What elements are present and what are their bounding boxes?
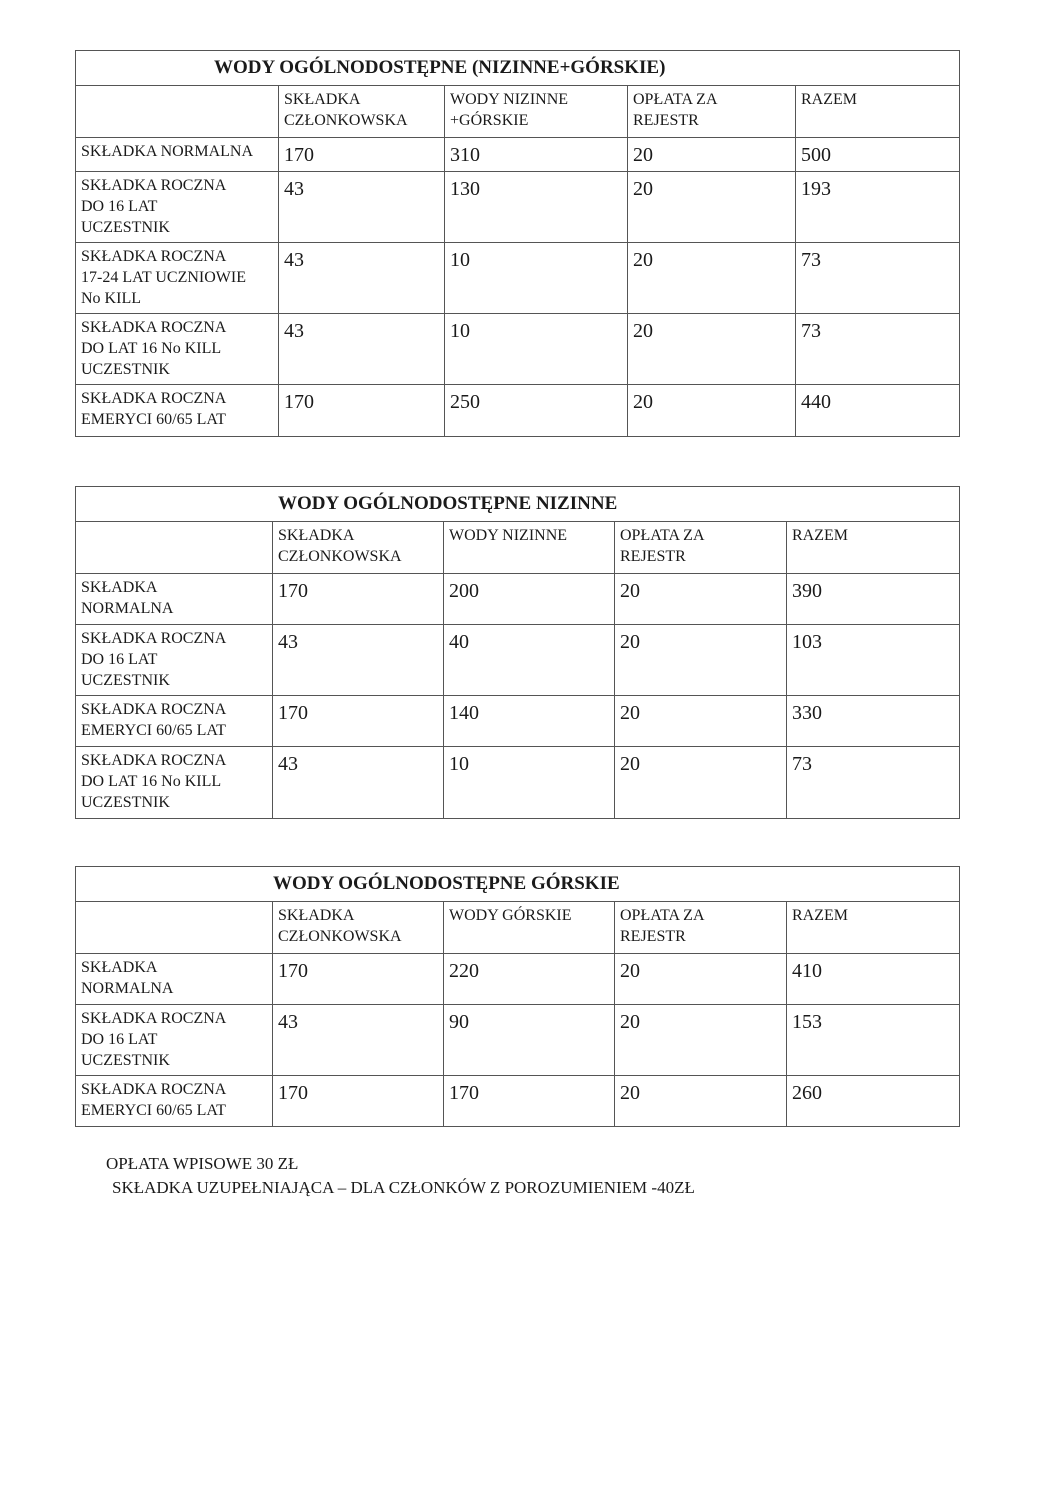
header-waters: WODY NIZINNE xyxy=(444,522,615,574)
cell-waters-fee: 250 xyxy=(445,385,628,437)
table-row xyxy=(76,138,960,172)
cell-waters-fee: 140 xyxy=(444,696,615,747)
row-label: SKŁADKA ROCZNA EMERYCI 60/65 LAT xyxy=(76,385,279,437)
table-row xyxy=(76,574,960,625)
header-membership-fee: SKŁADKA CZŁONKOWSKA xyxy=(273,522,444,574)
row-label: SKŁADKA NORMALNA xyxy=(76,954,273,1005)
cell-registry-fee: 20 xyxy=(615,1005,787,1076)
cell-registry-fee: 20 xyxy=(615,747,787,819)
cell-waters-fee: 310 xyxy=(445,138,628,172)
cell-membership-fee: 170 xyxy=(279,385,445,437)
cell-total: 73 xyxy=(796,243,960,314)
cell-total: 73 xyxy=(796,314,960,385)
row-label: SKŁADKA ROCZNA DO 16 LAT UCZESTNIK xyxy=(76,625,273,696)
header-total: RAZEM xyxy=(787,522,960,574)
cell-waters-fee: 10 xyxy=(444,747,615,819)
cell-total: 410 xyxy=(787,954,960,1005)
header-empty xyxy=(76,522,273,574)
cell-membership-fee: 43 xyxy=(279,314,445,385)
header-registry-fee: OPŁATA ZA REJESTR xyxy=(628,86,796,138)
header-empty xyxy=(76,86,279,138)
table-title: WODY OGÓLNODOSTĘPNE GÓRSKIE xyxy=(273,873,620,894)
header-total: RAZEM xyxy=(796,86,960,138)
cell-total: 103 xyxy=(787,625,960,696)
table-title-cell xyxy=(76,51,960,86)
fee-table-mountain xyxy=(75,866,960,1127)
cell-waters-fee: 10 xyxy=(445,243,628,314)
cell-total: 440 xyxy=(796,385,960,437)
row-label: SKŁADKA ROCZNA DO 16 LAT UCZESTNIK xyxy=(76,172,279,243)
cell-waters-fee: 90 xyxy=(444,1005,615,1076)
cell-waters-fee: 130 xyxy=(445,172,628,243)
cell-registry-fee: 20 xyxy=(615,696,787,747)
table-row xyxy=(76,172,960,243)
cell-total: 73 xyxy=(787,747,960,819)
cell-waters-fee: 170 xyxy=(444,1076,615,1127)
cell-waters-fee: 200 xyxy=(444,574,615,625)
row-label: SKŁADKA ROCZNA 17-24 LAT UCZNIOWIE No KILL xyxy=(76,243,279,314)
cell-total: 193 xyxy=(796,172,960,243)
table-row xyxy=(76,314,960,385)
header-waters: WODY GÓRSKIE xyxy=(444,902,615,954)
cell-waters-fee: 40 xyxy=(444,625,615,696)
header-total: RAZEM xyxy=(787,902,960,954)
entry-fee-note: OPŁATA WPISOWE 30 ZŁ xyxy=(106,1154,299,1173)
table-row xyxy=(76,747,960,819)
header-registry-fee: OPŁATA ZA REJESTR xyxy=(615,902,787,954)
row-label: SKŁADKA ROCZNA DO 16 LAT UCZESTNIK xyxy=(76,1005,273,1076)
header-empty xyxy=(76,902,273,954)
cell-registry-fee: 20 xyxy=(628,172,796,243)
cell-total: 260 xyxy=(787,1076,960,1127)
cell-membership-fee: 43 xyxy=(273,1005,444,1076)
cell-total: 390 xyxy=(787,574,960,625)
cell-registry-fee: 20 xyxy=(615,625,787,696)
cell-total: 153 xyxy=(787,1005,960,1076)
row-label: SKŁADKA NORMALNA xyxy=(76,574,273,625)
table-row xyxy=(76,1005,960,1076)
header-membership-fee: SKŁADKA CZŁONKOWSKA xyxy=(279,86,445,138)
table-title-cell xyxy=(76,867,960,902)
cell-waters-fee: 220 xyxy=(444,954,615,1005)
table-row xyxy=(76,954,960,1005)
table-row xyxy=(76,385,960,437)
cell-membership-fee: 170 xyxy=(273,696,444,747)
cell-total: 500 xyxy=(796,138,960,172)
fee-table-lowland xyxy=(75,486,960,819)
row-label: SKŁADKA ROCZNA DO LAT 16 No KILL UCZESTNIK xyxy=(76,747,273,819)
table-row xyxy=(76,1076,960,1127)
cell-registry-fee: 20 xyxy=(628,385,796,437)
header-membership-fee: SKŁADKA CZŁONKOWSKA xyxy=(273,902,444,954)
row-label: SKŁADKA ROCZNA EMERYCI 60/65 LAT xyxy=(76,1076,273,1127)
cell-registry-fee: 20 xyxy=(628,314,796,385)
row-label: SKŁADKA NORMALNA xyxy=(76,138,279,172)
cell-membership-fee: 43 xyxy=(273,747,444,819)
cell-membership-fee: 170 xyxy=(273,954,444,1005)
cell-registry-fee: 20 xyxy=(615,954,787,1005)
supplementary-fee-note: SKŁADKA UZUPEŁNIAJĄCA – DLA CZŁONKÓW Z POROZUMIENIEM -40ZŁ xyxy=(112,1178,695,1197)
cell-waters-fee: 10 xyxy=(445,314,628,385)
cell-registry-fee: 20 xyxy=(628,138,796,172)
cell-membership-fee: 170 xyxy=(279,138,445,172)
table-title-cell xyxy=(76,487,960,522)
table-row xyxy=(76,243,960,314)
header-waters: WODY NIZINNE +GÓRSKIE xyxy=(445,86,628,138)
row-label: SKŁADKA ROCZNA DO LAT 16 No KILL UCZESTNIK xyxy=(76,314,279,385)
cell-membership-fee: 43 xyxy=(279,172,445,243)
table-row xyxy=(76,696,960,747)
cell-registry-fee: 20 xyxy=(615,574,787,625)
table-row xyxy=(76,625,960,696)
cell-registry-fee: 20 xyxy=(615,1076,787,1127)
fee-table-lowland-mountain xyxy=(75,50,960,437)
table-title: WODY OGÓLNODOSTĘPNE (NIZINNE+GÓRSKIE) xyxy=(214,57,666,78)
cell-membership-fee: 43 xyxy=(279,243,445,314)
cell-total: 330 xyxy=(787,696,960,747)
row-label: SKŁADKA ROCZNA EMERYCI 60/65 LAT xyxy=(76,696,273,747)
cell-membership-fee: 170 xyxy=(273,574,444,625)
cell-membership-fee: 170 xyxy=(273,1076,444,1127)
cell-membership-fee: 43 xyxy=(273,625,444,696)
cell-registry-fee: 20 xyxy=(628,243,796,314)
header-registry-fee: OPŁATA ZA REJESTR xyxy=(615,522,787,574)
table-title: WODY OGÓLNODOSTĘPNE NIZINNE xyxy=(278,493,618,514)
